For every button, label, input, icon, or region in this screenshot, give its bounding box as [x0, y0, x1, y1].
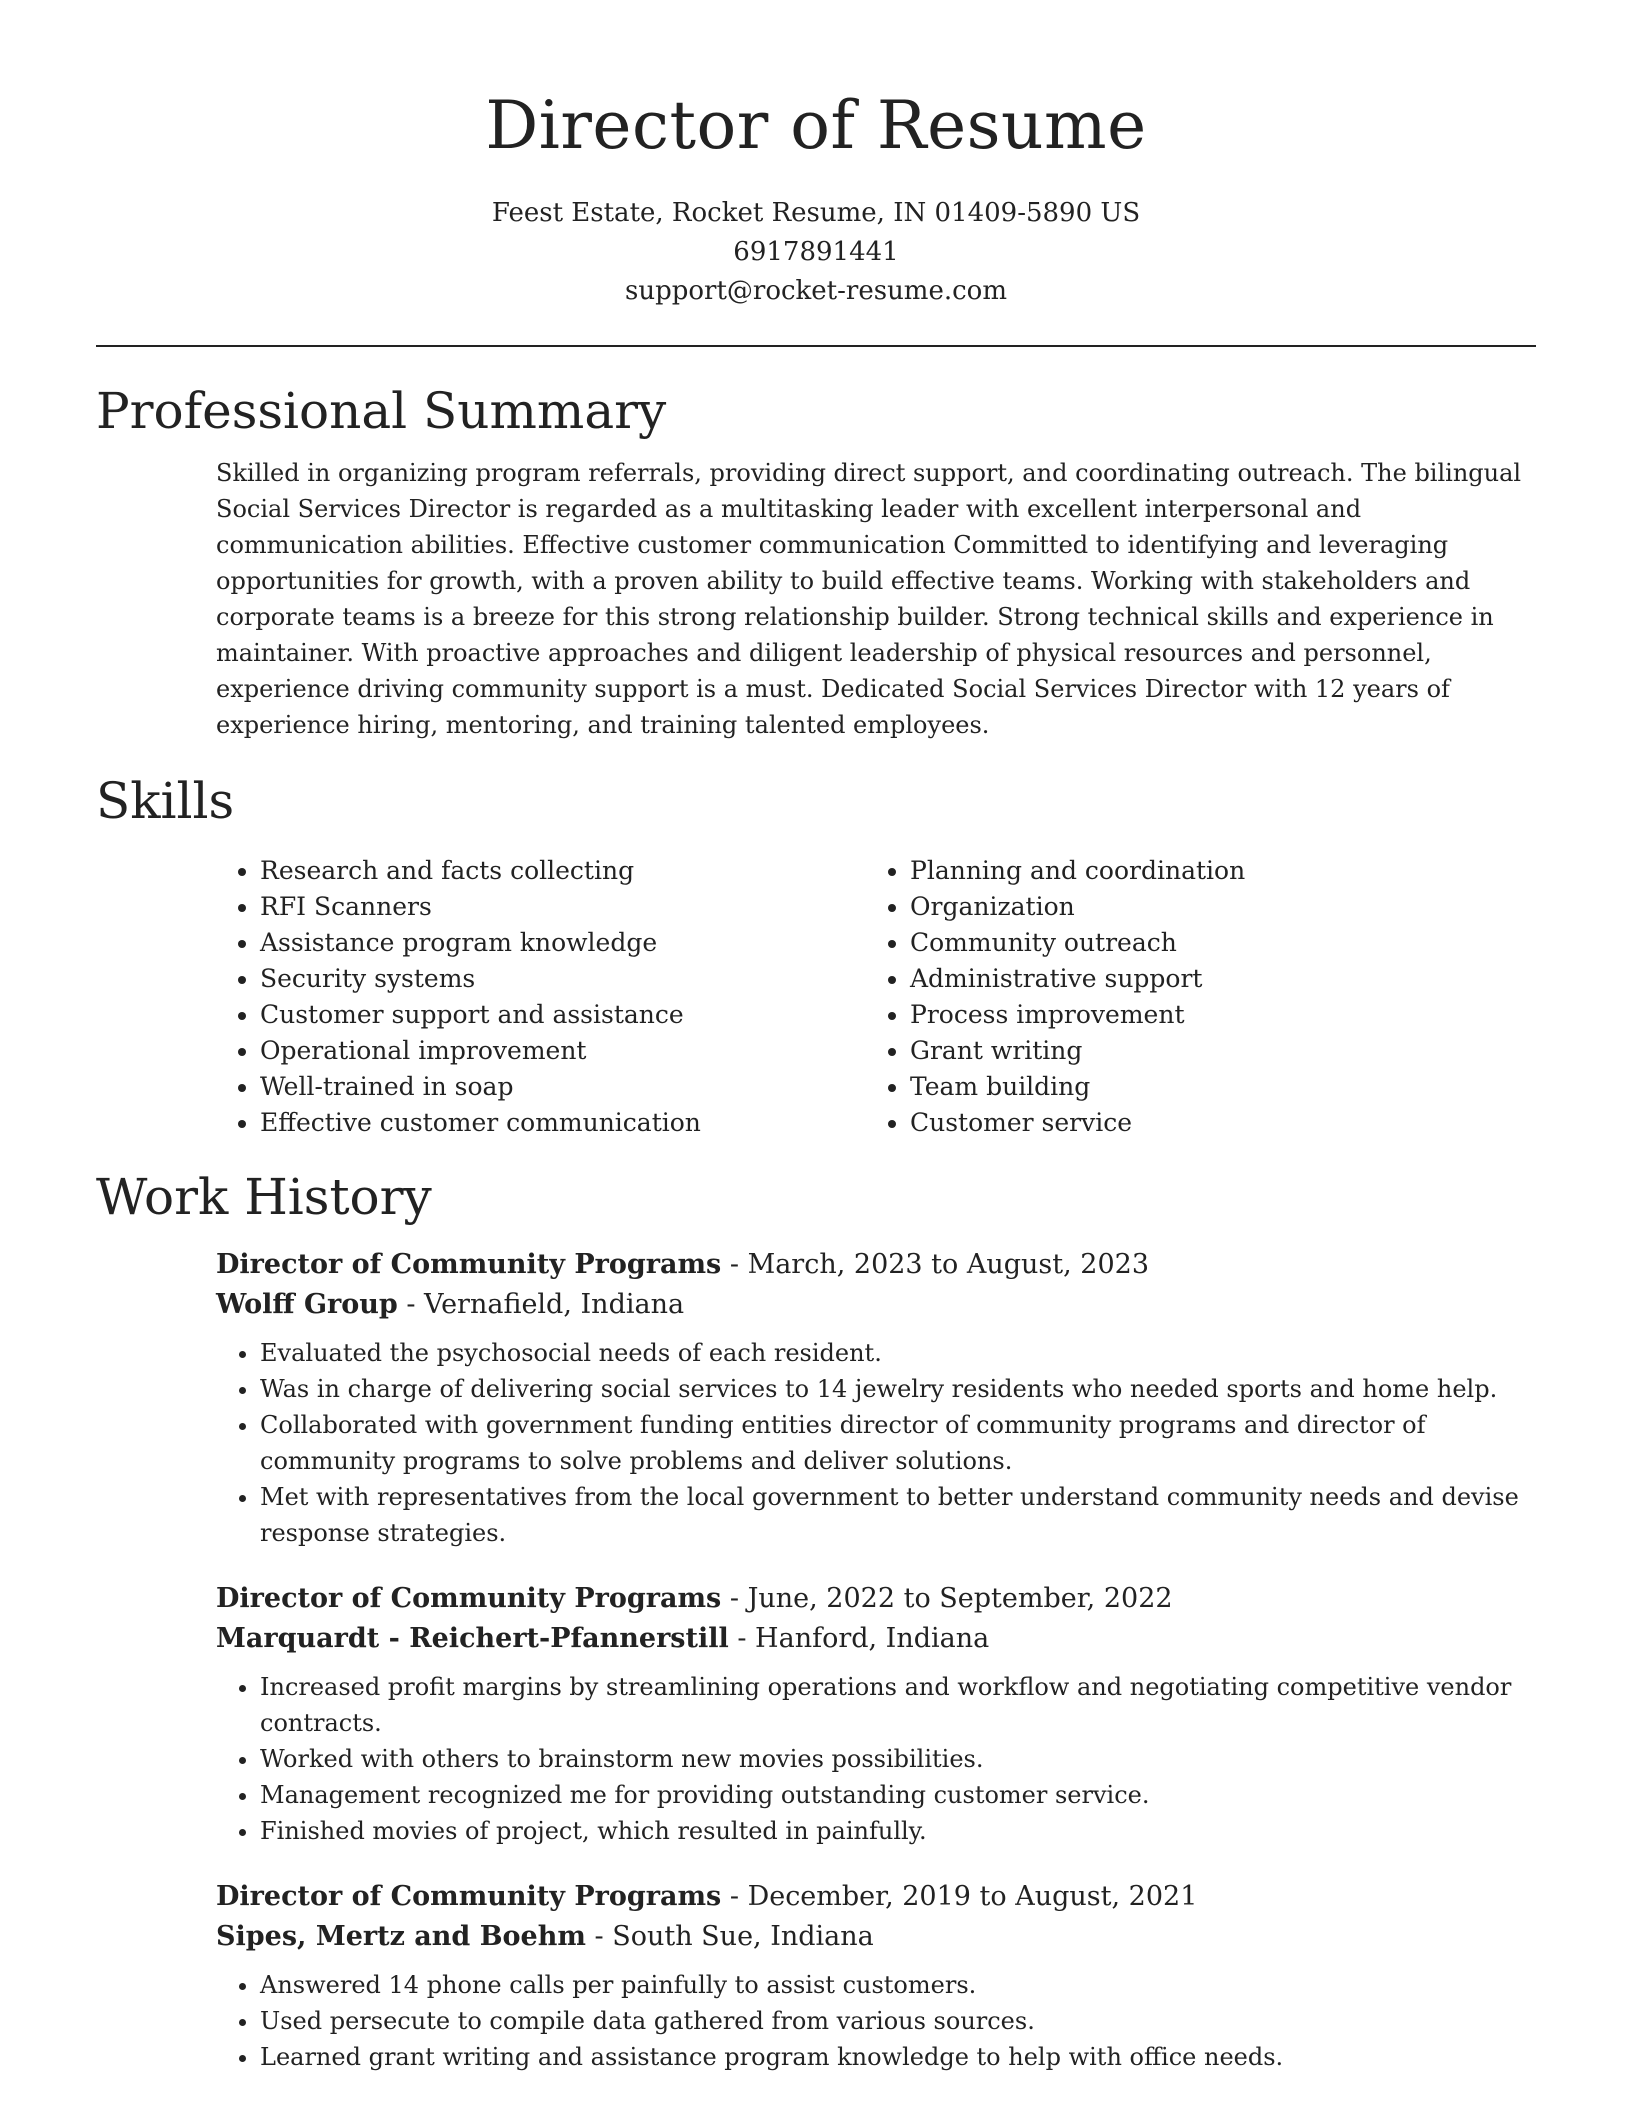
- job-bullet: • Finished movies of project, which resulted in painfully.: [260, 1813, 1536, 1849]
- job-title-line: [216, 1579, 1536, 1619]
- skill-item: • Process improvement: [910, 997, 1510, 1033]
- job-role: Director of Community Programs: [216, 1583, 722, 1614]
- skill-item: • Effective customer communication: [260, 1105, 866, 1141]
- job-company-line: [216, 1917, 1536, 1957]
- skill-item: • Organization: [910, 889, 1510, 925]
- skills-column-right: [866, 853, 1510, 1141]
- skill-item: • Customer support and assistance: [260, 997, 866, 1033]
- resume-page: [96, 0, 1536, 2075]
- job-separator: -: [728, 1623, 756, 1654]
- skill-item: • Community outreach: [910, 925, 1510, 961]
- skills-column-left: [216, 853, 866, 1141]
- job-location: Hanford, Indiana: [755, 1623, 990, 1654]
- skills-heading: Skills: [96, 772, 235, 830]
- job-bullet: • Evaluated the psychosocial needs of each resident.: [260, 1335, 1536, 1371]
- job-company-line: [216, 1619, 1536, 1659]
- contact-address: Feest Estate, Rocket Resume, IN 01409-5890 US: [491, 198, 1141, 228]
- job-company: Sipes, Mertz and Boehm: [216, 1921, 586, 1952]
- skill-item: • Well-trained in soap: [260, 1069, 866, 1105]
- job-bullet: • Collaborated with government funding entities director of community programs and director of community programs to solve problems and deliver solutions.: [260, 1407, 1536, 1479]
- job-bullet: • Learned grant writing and assistance program knowledge to help with office needs.: [260, 2039, 1536, 2075]
- resume-header: [96, 0, 1536, 311]
- job-title-line: [216, 1877, 1536, 1917]
- summary-text: Skilled in organizing program referrals, providing direct support, and coordinating outreach. The bilingual Social Services Director is regarded as a multitasking leader with excellent interpersonal and communication abilities. Effective customer communication Committed to identifying and leveraging opportunities for growth, with a proven ability to build effective teams. Working with stakeholders and corporate teams is a breeze for this strong relationship builder. Strong technical skills and experience in maintainer. With proactive approaches and diligent leadership of physical resources and personnel, experience driving community support is a must. Dedicated Social Services Director with 12 years of experience hiring, mentoring, and training talented employees.: [216, 459, 1522, 739]
- job-dates: June, 2022 to September, 2022: [747, 1583, 1173, 1614]
- skill-item: • Operational improvement: [260, 1033, 866, 1069]
- contact-phone: 6917891441: [733, 237, 899, 267]
- job-bullet: • Increased profit margins by streamlining operations and workflow and negotiating competitive vendor contracts.: [260, 1669, 1536, 1741]
- skill-item: • Security systems: [260, 961, 866, 997]
- skills-list: [216, 853, 1536, 1141]
- contact-info: [96, 194, 1536, 311]
- job-separator: -: [721, 1583, 748, 1614]
- job-role: Director of Community Programs: [216, 1249, 722, 1280]
- job-bullets: [216, 1335, 1536, 1551]
- skill-item: • Administrative support: [910, 961, 1510, 997]
- job-bullet: • Worked with others to brainstorm new movies possibilities.: [260, 1741, 1536, 1777]
- job-bullets: [216, 1967, 1536, 2075]
- job-company-line: [216, 1285, 1536, 1325]
- skill-item: • Planning and coordination: [910, 853, 1510, 889]
- job-entry: [216, 1877, 1536, 2075]
- skill-item: • RFI Scanners: [260, 889, 866, 925]
- skill-item: • Customer service: [910, 1105, 1510, 1141]
- job-company: Wolff Group: [216, 1289, 398, 1320]
- summary-heading: Professional Summary: [96, 382, 667, 440]
- resume-title: Director of Resume: [485, 87, 1147, 164]
- skill-item: • Research and facts collecting: [260, 853, 866, 889]
- skill-item: • Team building: [910, 1069, 1510, 1105]
- job-separator: -: [585, 1921, 613, 1952]
- job-separator: -: [721, 1249, 748, 1280]
- work-history-heading: Work History: [96, 1168, 432, 1226]
- contact-email: support@rocket-resume.com: [624, 276, 1007, 306]
- job-dates: December, 2019 to August, 2021: [747, 1881, 1198, 1912]
- job-bullet: • Met with representatives from the local government to better understand community needs and devise response strategies.: [260, 1479, 1536, 1551]
- skill-item: • Grant writing: [910, 1033, 1510, 1069]
- job-separator: -: [721, 1881, 748, 1912]
- job-bullets: [216, 1669, 1536, 1849]
- job-company: Marquardt - Reichert-Pfannerstill: [216, 1623, 729, 1654]
- job-bullet: • Was in charge of delivering social services to 14 jewelry residents who needed sports and home help.: [260, 1371, 1536, 1407]
- job-title-line: [216, 1245, 1536, 1285]
- job-bullet: • Used persecute to compile data gathered from various sources.: [260, 2003, 1536, 2039]
- job-location: South Sue, Indiana: [612, 1921, 874, 1952]
- job-entry: [216, 1579, 1536, 1849]
- job-dates: March, 2023 to August, 2023: [747, 1249, 1150, 1280]
- header-divider: [96, 345, 1536, 347]
- job-bullet: • Management recognized me for providing outstanding customer service.: [260, 1777, 1536, 1813]
- job-location: Vernafield, Indiana: [424, 1289, 685, 1320]
- skill-item: • Assistance program knowledge: [260, 925, 866, 961]
- job-role: Director of Community Programs: [216, 1881, 722, 1912]
- job-separator: -: [397, 1289, 425, 1320]
- job-bullet: • Answered 14 phone calls per painfully to assist customers.: [260, 1967, 1536, 2003]
- job-entry: [216, 1245, 1536, 1551]
